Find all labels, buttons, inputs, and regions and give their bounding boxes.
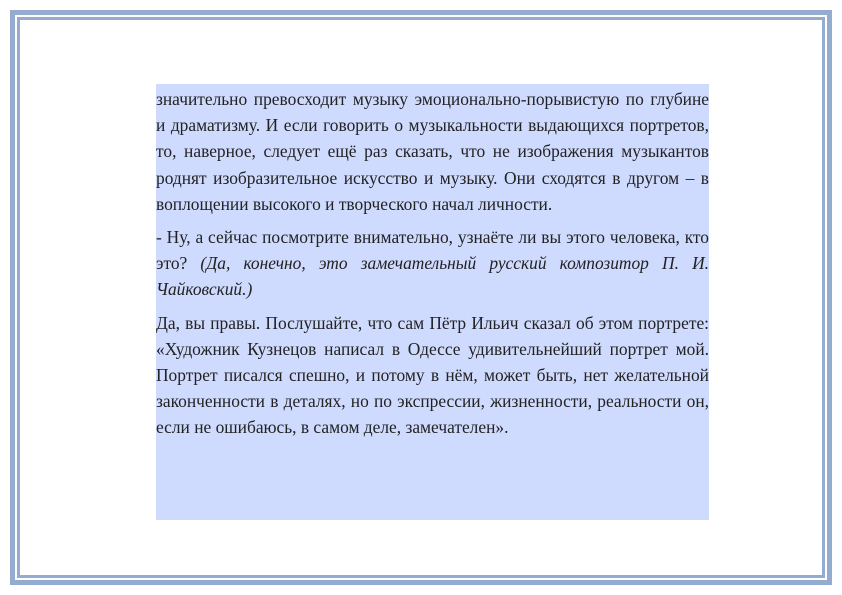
question-text: - Ну, а сейчас посмотрите внимательно, узнаёте ли вы этого человека, кто это? — [156, 227, 709, 274]
answer-italic: (Да, конечно, это замечательный русский композитор П. И. Чайковский.) — [156, 253, 709, 300]
paragraph-1: значительно превосходит музыку эмоционально-порывистую по глубине и драматизму. И если говорить о музыкальности выдающихся портретов, то, наверное, следует ещё раз сказать, что не изображения музыкантов роднят изобразительное искусство и музыку. Они сходятся в другом – в воплощении высокого и творческого начал личности. — [156, 89, 709, 214]
highlighted-text-block — [156, 84, 709, 520]
paragraph-3: Да, вы правы. Послушайте, что сам Пётр Ильич сказал об этом портрете: «Художник Кузнецов написал в Одессе удивительнейший портрет мой. Портрет писался спешно, и потому в нём, может быть, нет желательной законченности в деталях, но по экспрессии, жизненности, реальности он, если не ошибаюсь, в самом деле, замечателен». — [156, 312, 709, 438]
paragraph-2 — [156, 224, 709, 303]
